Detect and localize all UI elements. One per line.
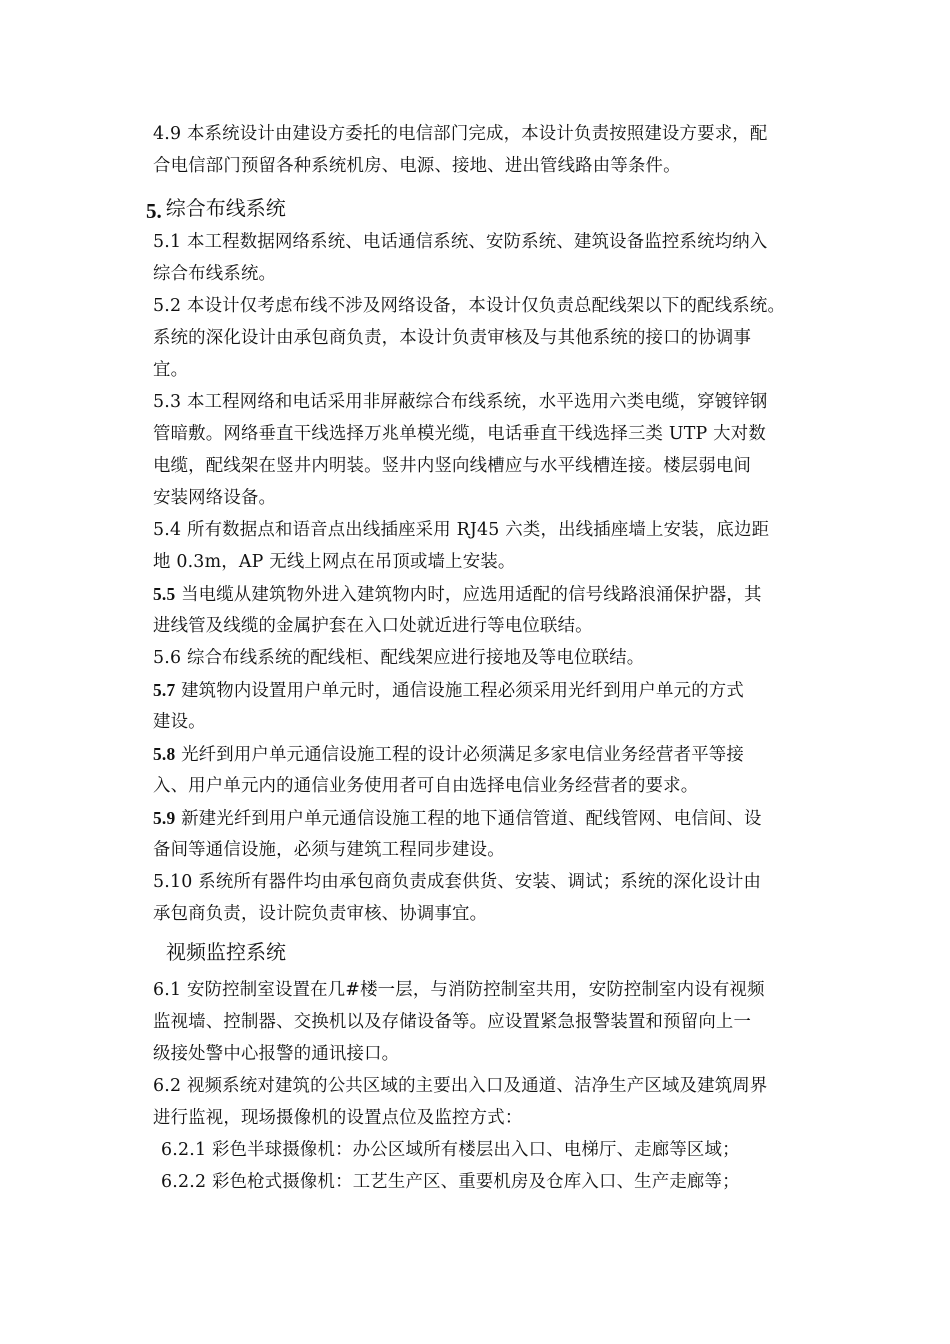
clause-text: 建筑物内设置用户单元时，通信设施工程必须采用光纤到用户单元的方式 — [175, 681, 744, 701]
text-line: 5.10 系统所有器件均由承包商负责成套供货、安装、调试；系统的深化设计由 — [153, 872, 762, 892]
section-heading-5 — [146, 192, 286, 227]
text-line — [153, 674, 818, 706]
text-line: 建设。 — [153, 712, 206, 732]
text-line: 承包商负责，设计院负责审核、协调事宜。 — [153, 904, 488, 924]
text-line: 4.9 本系统设计由建设方委托的电信部门完成，本设计负责按照建设方要求，配 — [153, 124, 768, 144]
paragraph-5-7 — [153, 674, 818, 738]
text-line: 级接处警中心报警的通讯接口。 — [153, 1044, 400, 1064]
text-line: 合电信部门预留各种系统机房、电源、接地、进出管线路由等条件。 — [153, 156, 681, 176]
text-line: 5.1 本工程数据网络系统、电话通信系统、安防系统、建筑设备监控系统均纳入 — [153, 232, 768, 252]
text-line: 管暗敷。网络垂直干线选择万兆单模光缆，电话垂直干线选择三类 UTP 大对数 — [153, 424, 766, 444]
text-line: 地 0.3m，AP 无线上网点在吊顶或墙上安装。 — [153, 552, 516, 572]
text-line: 入、用户单元内的通信业务使用者可自由选择电信业务经营者的要求。 — [153, 776, 699, 796]
paragraph-5-8 — [153, 738, 818, 802]
text-line — [153, 578, 818, 610]
clause-text: 光纤到用户单元通信设施工程的设计必须满足多家电信业务经营者平等接 — [175, 745, 744, 765]
clause-number: 5.5 — [153, 584, 176, 604]
paragraph-5-9 — [153, 802, 818, 866]
clause-text: 新建光纤到用户单元通信设施工程的地下通信管道、配线管网、电信间、设 — [175, 809, 762, 829]
text-line: 系统的深化设计由承包商负责，本设计负责审核及与其他系统的接口的协调事 — [153, 328, 752, 348]
paragraph-5-2 — [153, 290, 818, 386]
paragraph-5-4 — [153, 514, 818, 578]
paragraph-5-5 — [153, 578, 818, 642]
clause-number: 5.7 — [153, 680, 176, 700]
paragraph-5-1 — [153, 226, 818, 290]
clause-number: 5.9 — [153, 808, 176, 828]
text-line: 进线管及线缆的金属护套在入口处就近进行等电位联结。 — [153, 616, 593, 636]
paragraph-6-1 — [153, 974, 818, 1070]
text-line: 6.1 安防控制室设置在几#楼一层，与消防控制室共用，安防控制室内设有视频 — [153, 980, 765, 1000]
text-line: 5.3 本工程网络和电话采用非屏蔽综合布线系统，水平选用六类电缆，穿镀锌钢 — [153, 392, 768, 412]
heading-number: 5. — [146, 199, 162, 223]
text-line: 5.2 本设计仅考虑布线不涉及网络设备，本设计仅负责总配线架以下的配线系统。 — [153, 296, 786, 316]
paragraph-4-9 — [153, 118, 818, 182]
text-line: 进行监视，现场摄像机的设置点位及监控方式： — [153, 1108, 523, 1128]
text-line — [153, 802, 818, 834]
text-line: 电缆，配线架在竖井内明装。竖井内竖向线槽应与水平线槽连接。楼层弱电间 — [153, 456, 752, 476]
text-line: 监视墙、控制器、交换机以及存储设备等。应设置紧急报警装置和预留向上一 — [153, 1012, 752, 1032]
text-line: 宜。 — [153, 360, 189, 380]
text-line: 备间等通信设施，必须与建筑工程同步建设。 — [153, 840, 505, 860]
paragraph-6-2 — [153, 1070, 818, 1134]
text-line: 5.6 综合布线系统的配线柜、配线架应进行接地及等电位联结。 — [153, 648, 645, 668]
text-line: 6.2 视频系统对建筑的公共区域的主要出入口及通道、洁净生产区域及建筑周界 — [153, 1076, 768, 1096]
text-line: 综合布线系统。 — [153, 264, 277, 284]
text-line — [153, 738, 818, 770]
heading-title: 视频监控系统 — [166, 940, 286, 964]
clause-number: 5.8 — [153, 744, 176, 764]
text-line: 安装网络设备。 — [153, 488, 277, 508]
paragraph-6-2-1: 6.2.1 彩色半球摄像机：办公区域所有楼层出入口、电梯厅、走廊等区域； — [161, 1140, 740, 1160]
paragraph-5-6 — [153, 642, 818, 674]
paragraph-6-2-2: 6.2.2 彩色枪式摄像机：工艺生产区、重要机房及仓库入口、生产走廊等； — [161, 1172, 740, 1192]
clause-text: 当电缆从建筑物外进入建筑物内时，应选用适配的信号线路浪涌保护器，其 — [175, 585, 762, 605]
paragraph-5-10 — [153, 866, 818, 930]
text-line: 5.4 所有数据点和语音点出线插座采用 RJ45 六类，出线插座墙上安装，底边距 — [153, 520, 770, 540]
section-heading-6 — [166, 936, 286, 968]
paragraph-5-3 — [153, 386, 818, 514]
heading-title: 综合布线系统 — [165, 196, 286, 220]
